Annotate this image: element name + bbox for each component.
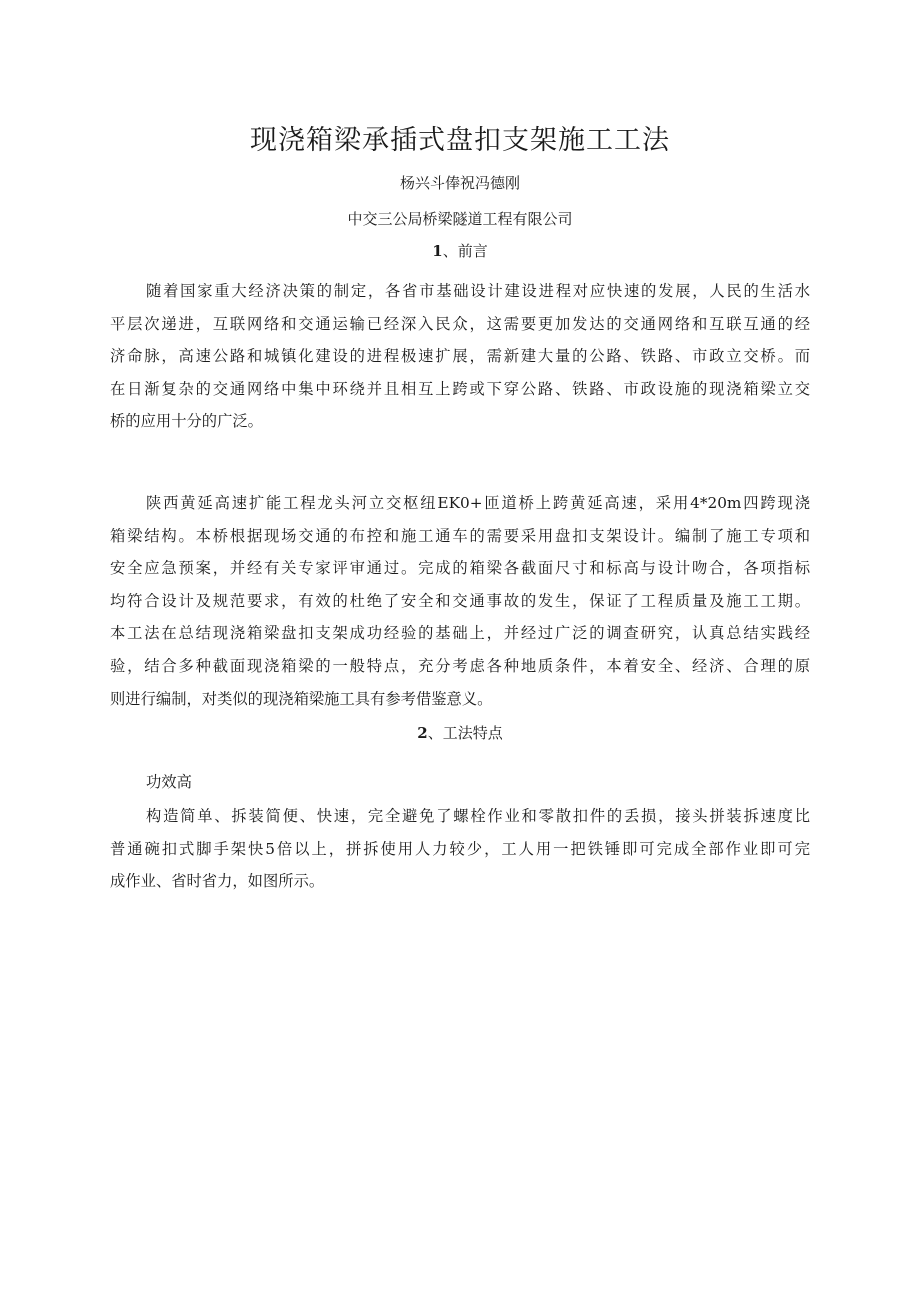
paragraph-line: 成作业、省时省力，如图所示。 [110,872,325,891]
document-title: 现浇箱梁承插式盘扣支架施工工法 [250,125,670,156]
section-1-number: 1 [432,242,443,260]
paragraph-line: 均符合设计及规范要求，有效的杜绝了安全和交通事故的发生，保证了工程质量及施工工期。 [110,591,810,610]
paragraph-line: 箱梁结构。本桥根据现场交通的布控和施工通车的需要采用盘扣支架设计。编制了施工专项和 [110,526,810,545]
section-2-separator: 、 [427,724,443,742]
paragraph-line: 陕西黄延高速扩能工程龙头河立交枢纽EK0+匝道桥上跨黄延高速，采用4*20m四跨现浇 [146,494,810,512]
paragraph-line: 随着国家重大经济决策的制定，各省市基础设计建设进程对应快速的发展，人民的生活水 [146,282,810,300]
paragraph-line: 桥的应用十分的广泛。 [110,412,263,431]
section-1-paragraph-1 [110,275,810,438]
section-2-subheading: 功效高 [146,773,192,791]
paragraph-line: 构造简单、拆装简便、快速，完全避免了螺栓作业和零散扣件的丢损，接头拼装拆速度比 [146,807,810,825]
paragraph-line: 安全应急预案，并经有关专家评审通过。完成的箱梁各截面尺寸和标高与设计吻合，各项指标 [110,559,810,578]
section-1-heading [0,240,920,261]
paragraph-line: 本工法在总结现浇箱梁盘扣支架成功经验的基础上，并经过广泛的调查研究，认真总结实践经 [110,624,810,643]
section-2-heading [0,722,920,743]
section-1-separator: 、 [442,242,458,260]
paragraph-line: 在日渐复杂的交通网络中集中环绕并且相互上跨或下穿公路、铁路、市政设施的现浇箱梁立交 [110,379,810,398]
paragraph-line: 平层次递进，互联网络和交通运输已经深入民众，这需要更加发达的交通网络和互联互通的经 [110,314,810,333]
section-1-paragraph-2 [110,487,810,715]
section-2-number: 2 [417,724,428,742]
section-2-title: 工法特点 [442,724,503,742]
document-organization: 中交三公局桥梁隧道工程有限公司 [347,210,573,228]
document-authors: 杨兴斗俸祝冯德刚 [399,174,520,192]
section-1-title: 前言 [457,242,488,260]
paragraph-line: 普通碗扣式脚手架快5倍以上，拼拆使用人力较少，工人用一把铁锤即可完成全部作业即可完 [110,839,810,858]
section-2-paragraph [110,800,810,898]
paragraph-line: 则进行编制，对类似的现浇箱梁施工具有参考借鉴意义。 [110,689,493,708]
paragraph-line: 济命脉，高速公路和城镇化建设的进程极速扩展，需新建大量的公路、铁路、市政立交桥。而 [110,347,810,366]
paragraph-line: 验，结合多种截面现浇箱梁的一般特点，充分考虑各种地质条件，本着安全、经济、合理的原 [110,656,810,675]
